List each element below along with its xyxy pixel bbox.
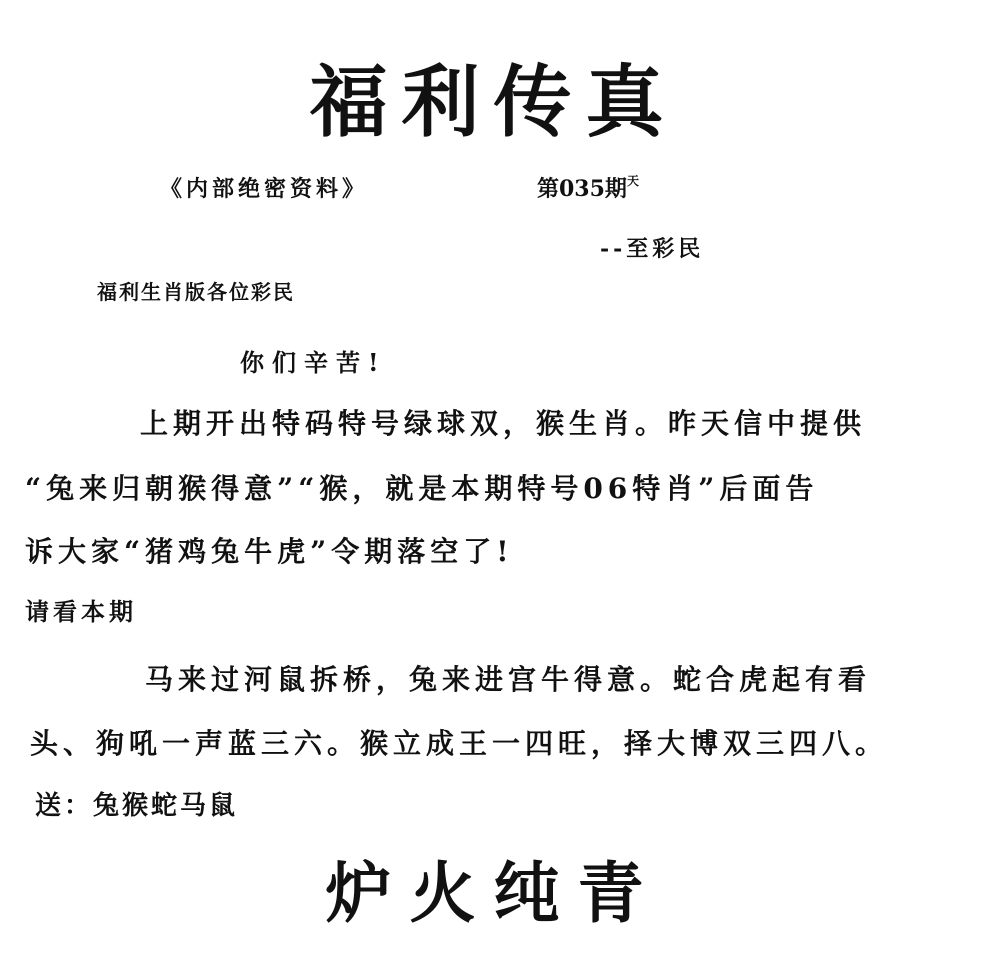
body-line: 头、狗吼一声蓝三六。猴立成王一四旺，择大博双三四八。 <box>30 727 889 760</box>
footer-title: 炉火纯青 <box>325 854 662 932</box>
body-line: 诉大家“猪鸡兔牛虎”令期落空了! <box>25 535 514 568</box>
issue-label: 第035期 <box>537 176 627 202</box>
recommendation-line: 送：兔猴蛇马鼠 <box>35 791 239 821</box>
body-line: 上期开出特码特号绿球双，猴生肖。昨天信中提供 <box>140 407 867 440</box>
body-line: “兔来归朝猴得意”“猴，就是本期特号06特肖”后面告 <box>25 472 819 505</box>
document-classification: 《内部绝密资料》 <box>160 176 369 202</box>
body-line: 马来过河鼠拆桥，兔来进宫牛得意。蛇合虎起有看 <box>145 663 872 696</box>
section-heading: 请看本期 <box>25 597 137 626</box>
greeting: 福利生肖版各位彩民 <box>97 280 295 304</box>
issue-mark: 天 <box>626 174 639 188</box>
page-title: 福利传真 <box>309 57 678 148</box>
thanks-line: 你们辛苦! <box>240 348 387 377</box>
issue-number <box>537 172 639 203</box>
signature: --至彩民 <box>600 236 705 262</box>
